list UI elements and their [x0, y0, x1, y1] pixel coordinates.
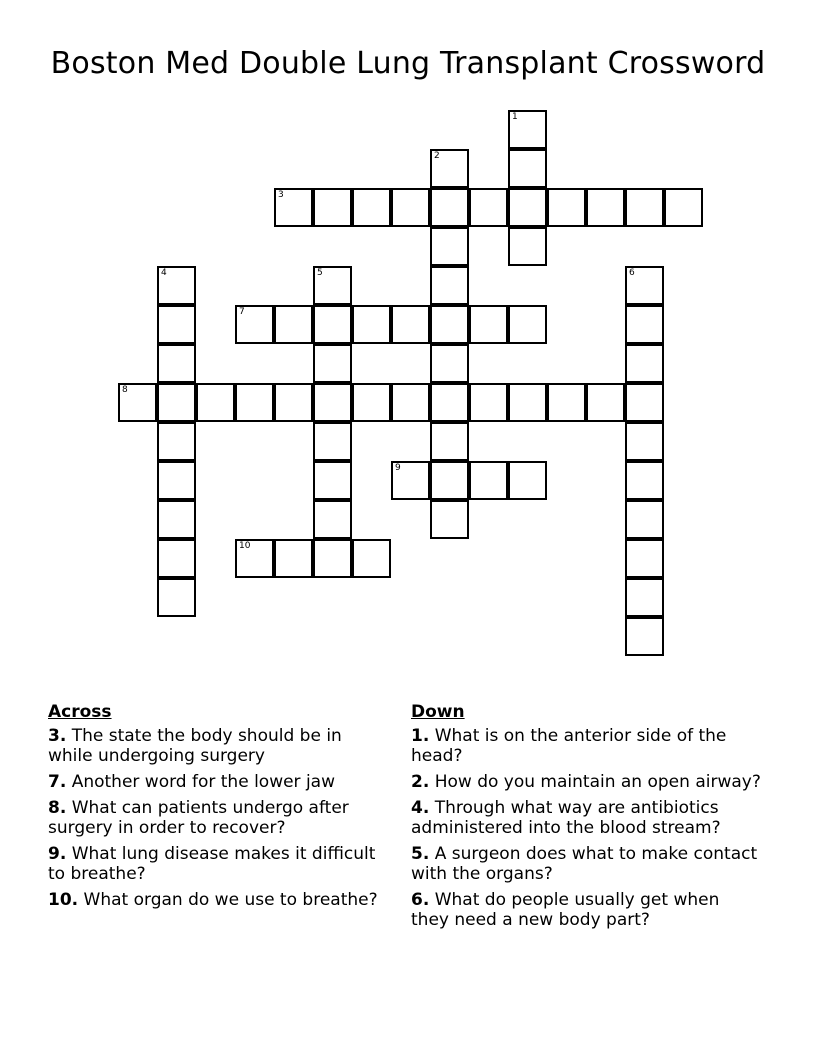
grid-cell[interactable]: [625, 188, 664, 227]
grid-cell[interactable]: [274, 305, 313, 344]
clue-across-3: [48, 726, 388, 766]
clue-text: What lung disease makes it difficult to breathe?: [48, 844, 376, 884]
clue-number: 9.: [48, 844, 67, 864]
clue-text: Through what way are antibiotics administered into the blood stream?: [411, 798, 721, 838]
grid-cell[interactable]: [664, 188, 703, 227]
grid-cell[interactable]: [625, 422, 664, 461]
grid-cell[interactable]: [352, 383, 391, 422]
cell-number: 6: [629, 268, 635, 278]
grid-cell[interactable]: [313, 188, 352, 227]
grid-cell[interactable]: [157, 266, 196, 305]
across-heading: Across: [48, 702, 112, 722]
grid-cell[interactable]: [547, 188, 586, 227]
grid-cell[interactable]: [625, 500, 664, 539]
grid-cell[interactable]: [469, 461, 508, 500]
grid-cell[interactable]: [391, 188, 430, 227]
clue-number: 7.: [48, 772, 67, 792]
grid-cell[interactable]: [508, 305, 547, 344]
clue-across-10: [48, 890, 388, 910]
clue-down-4: [411, 798, 761, 838]
grid-cell[interactable]: [430, 344, 469, 383]
clue-number: 5.: [411, 844, 430, 864]
clue-number: 1.: [411, 726, 430, 746]
grid-cell[interactable]: [313, 422, 352, 461]
clue-text: What can patients undergo after surgery in order to recover?: [48, 798, 349, 838]
clue-number: 8.: [48, 798, 67, 818]
grid-cell[interactable]: [235, 539, 274, 578]
clue-down-1: [411, 726, 761, 766]
grid-cell[interactable]: [625, 266, 664, 305]
grid-cell[interactable]: [508, 188, 547, 227]
grid-cell[interactable]: [586, 188, 625, 227]
across-clues: [48, 702, 388, 916]
grid-cell[interactable]: [157, 422, 196, 461]
cell-number: 8: [122, 385, 128, 395]
cell-number: 9: [395, 463, 401, 473]
grid-cell[interactable]: [508, 461, 547, 500]
grid-cell[interactable]: [313, 500, 352, 539]
grid-cell[interactable]: [391, 461, 430, 500]
grid-cell[interactable]: [313, 266, 352, 305]
grid-cell[interactable]: [625, 617, 664, 656]
grid-cell[interactable]: [430, 500, 469, 539]
cell-number: 10: [239, 541, 251, 551]
grid-cell[interactable]: [274, 188, 313, 227]
grid-cell[interactable]: [508, 149, 547, 188]
grid-cell[interactable]: [586, 383, 625, 422]
cell-number: 3: [278, 190, 284, 200]
grid-cell[interactable]: [274, 383, 313, 422]
grid-cell[interactable]: [118, 383, 157, 422]
down-clues: [411, 702, 761, 936]
clue-number: 3.: [48, 726, 67, 746]
grid-cell[interactable]: [235, 383, 274, 422]
clue-number: 4.: [411, 798, 430, 818]
clue-number: 2.: [411, 772, 430, 792]
grid-cell[interactable]: [157, 344, 196, 383]
clue-number: 10.: [48, 890, 79, 910]
grid-cell[interactable]: [430, 383, 469, 422]
grid-cell[interactable]: [469, 383, 508, 422]
grid-cell[interactable]: [235, 305, 274, 344]
grid-cell[interactable]: [352, 305, 391, 344]
clue-down-5: [411, 844, 761, 884]
grid-cell[interactable]: [430, 149, 469, 188]
down-heading: Down: [411, 702, 465, 722]
grid-cell[interactable]: [508, 110, 547, 149]
grid-cell[interactable]: [157, 539, 196, 578]
grid-cell[interactable]: [625, 539, 664, 578]
grid-cell[interactable]: [313, 344, 352, 383]
grid-cell[interactable]: [157, 578, 196, 617]
grid-cell[interactable]: [352, 539, 391, 578]
clue-text: The state the body should be in while undergoing surgery: [48, 726, 342, 766]
page-title: Boston Med Double Lung Transplant Crossword: [50, 46, 766, 81]
grid-cell[interactable]: [469, 188, 508, 227]
grid-cell[interactable]: [391, 305, 430, 344]
grid-cell[interactable]: [391, 383, 430, 422]
grid-cell[interactable]: [157, 383, 196, 422]
grid-cell[interactable]: [157, 500, 196, 539]
clue-down-2: [411, 772, 761, 792]
clue-number: 6.: [411, 890, 430, 910]
grid-cell[interactable]: [430, 266, 469, 305]
grid-cell[interactable]: [625, 305, 664, 344]
grid-cell[interactable]: [547, 383, 586, 422]
grid-cell[interactable]: [430, 227, 469, 266]
clue-text: A surgeon does what to make contact with the organs?: [411, 844, 758, 884]
cell-number: 4: [161, 268, 167, 278]
clue-down-6: [411, 890, 761, 930]
grid-cell[interactable]: [157, 305, 196, 344]
grid-cell[interactable]: [313, 305, 352, 344]
clue-across-7: [48, 772, 388, 792]
cell-number: 5: [317, 268, 323, 278]
grid-cell[interactable]: [313, 383, 352, 422]
grid-cell[interactable]: [313, 539, 352, 578]
grid-cell[interactable]: [508, 227, 547, 266]
clue-across-8: [48, 798, 388, 838]
grid-cell[interactable]: [196, 383, 235, 422]
grid-cell[interactable]: [469, 305, 508, 344]
grid-cell[interactable]: [430, 422, 469, 461]
grid-cell[interactable]: [625, 344, 664, 383]
grid-cell[interactable]: [508, 383, 547, 422]
clue-text: How do you maintain an open airway?: [434, 772, 761, 792]
cell-number: 2: [434, 151, 440, 161]
grid-cell[interactable]: [430, 305, 469, 344]
cell-number: 7: [239, 307, 245, 317]
clue-text: Another word for the lower jaw: [71, 772, 335, 792]
grid-cell[interactable]: [313, 461, 352, 500]
cell-number: 1: [512, 112, 518, 122]
grid-cell[interactable]: [625, 461, 664, 500]
grid-cell[interactable]: [625, 578, 664, 617]
clue-text: What organ do we use to breathe?: [83, 890, 378, 910]
grid-cell[interactable]: [430, 188, 469, 227]
grid-cell[interactable]: [157, 461, 196, 500]
grid-cell[interactable]: [430, 461, 469, 500]
grid-cell[interactable]: [625, 383, 664, 422]
clue-across-9: [48, 844, 388, 884]
grid-cell[interactable]: [352, 188, 391, 227]
clue-text: What do people usually get when they need a new body part?: [411, 890, 720, 930]
grid-cell[interactable]: [274, 539, 313, 578]
clue-text: What is on the anterior side of the head?: [411, 726, 727, 766]
